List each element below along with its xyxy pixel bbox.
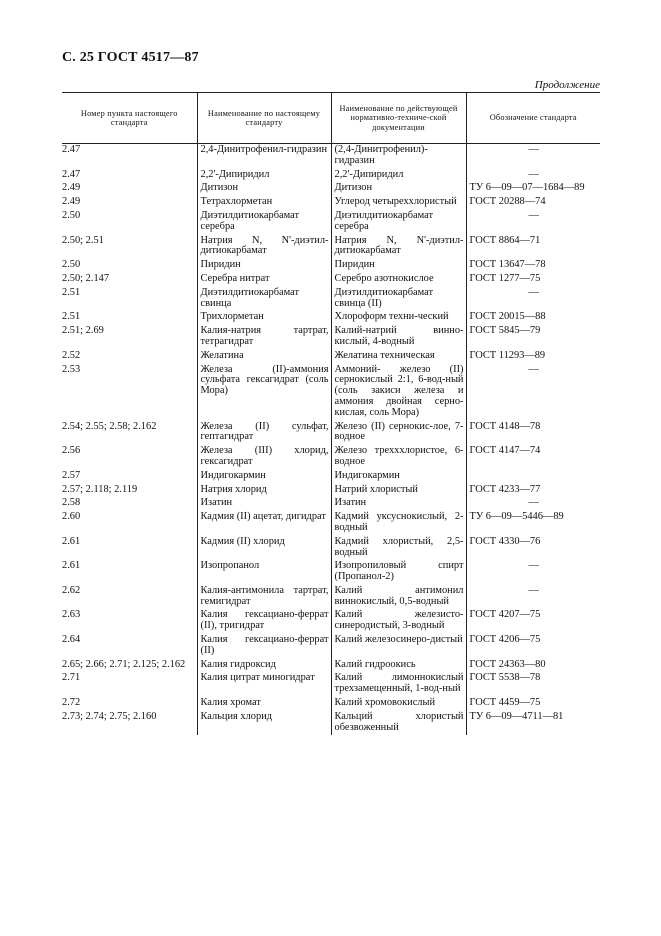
cell-name-this-standard: Тетрахлорметан xyxy=(197,196,331,210)
table-row xyxy=(62,560,600,585)
cell-clause-number: 2.50 xyxy=(62,209,81,221)
cell-clause-number: 2.51 xyxy=(62,311,81,323)
cell-clause-number: 2.57 xyxy=(62,469,81,481)
cell-name-this-standard: Изатин xyxy=(197,497,331,511)
cell-name-current-docs: Аммоний- железо (II) сернокислый 2:1, 6-вод-ный (соль закиси железа и аммония двойная серно-кислая, соль Мора) xyxy=(331,364,466,421)
cell-name-current-docs: Индигокармин xyxy=(331,470,466,484)
cell-standard-designation: ГОСТ 4207—75 xyxy=(466,609,600,634)
header-name-current-docs: Наименование по действующей нормативно-техниче-ской документации xyxy=(331,93,466,144)
cell-standard-designation: ГОСТ 11293—89 xyxy=(466,350,600,364)
table-row xyxy=(62,609,600,634)
header-name-this-standard: Наименование по настоящему стандарту xyxy=(197,93,331,144)
cell-clause-number: 2.60 xyxy=(62,511,81,523)
cell-clause-number: 2.51; 2.69 xyxy=(62,325,104,337)
cell-name-this-standard: 2,2'-Дипиридил xyxy=(197,169,331,183)
cell-standard-designation: ГОСТ 4147—74 xyxy=(466,445,600,470)
page-header: С. 25 ГОСТ 4517—87 xyxy=(62,50,199,65)
cell-standard-designation: — xyxy=(466,144,600,169)
cell-name-this-standard: Трихлорметан xyxy=(197,311,331,325)
cell-standard-designation: ГОСТ 13647—78 xyxy=(466,259,600,273)
continuation-label: Продолжение xyxy=(534,79,600,91)
cell-name-this-standard: Диэтилдитиокарбамат свинца xyxy=(197,287,331,312)
cell-name-current-docs: Кальций хлористый обезвоженный xyxy=(331,711,466,736)
table-row xyxy=(62,196,600,210)
cell-name-current-docs: Калий железисто-синеродистый, 3-водный xyxy=(331,609,466,634)
table-row xyxy=(62,169,600,183)
cell-name-this-standard: 2,4-Динитрофенил-гидразин xyxy=(197,144,331,169)
header-clause-number: Номер пункта настоящего стандарта xyxy=(62,93,197,144)
cell-name-current-docs: Диэтилдитиокарбамат свинца (II) xyxy=(331,287,466,312)
table-row xyxy=(62,470,600,484)
cell-name-current-docs: Дитизон xyxy=(331,182,466,196)
cell-standard-designation: ГОСТ 4459—75 xyxy=(466,697,600,711)
cell-clause-number: 2.50 xyxy=(62,259,81,271)
cell-clause-number: 2.50; 2.51 xyxy=(62,234,104,246)
cell-name-this-standard: Натрия N, N'-диэтил-дитиокарбамат xyxy=(197,235,331,260)
table-row xyxy=(62,445,600,470)
table-row xyxy=(62,311,600,325)
cell-standard-designation: ТУ 6—09—5446—89 xyxy=(466,511,600,536)
cell-clause-number: 2.47 xyxy=(62,144,81,155)
cell-name-current-docs: Натрия N, N'-диэтил-дитиокарбамат xyxy=(331,235,466,260)
cell-standard-designation: ТУ 6—09—07—1684—89 xyxy=(466,182,600,196)
cell-name-this-standard: Изопропанол xyxy=(197,560,331,585)
table-row xyxy=(62,497,600,511)
cell-name-current-docs: Пиридин xyxy=(331,259,466,273)
cell-standard-designation: — xyxy=(466,585,600,610)
cell-name-this-standard: Железа (III) хлорид, гексагидрат xyxy=(197,445,331,470)
cell-name-current-docs: Хлороформ техни-ческий xyxy=(331,311,466,325)
table-row xyxy=(62,287,600,312)
cell-clause-number: 2.72 xyxy=(62,697,81,709)
cell-standard-designation: — xyxy=(466,169,600,183)
cell-standard-designation: — xyxy=(466,364,600,421)
cell-clause-number: 2.57; 2.118; 2.119 xyxy=(62,483,138,495)
cell-name-this-standard: Пиридин xyxy=(197,259,331,273)
cell-standard-designation: ГОСТ 1277—75 xyxy=(466,273,600,287)
cell-clause-number: 2.71 xyxy=(62,672,81,684)
cell-name-current-docs: Серебро азотнокислое xyxy=(331,273,466,287)
table-header-row xyxy=(62,93,600,144)
cell-name-current-docs: Углерод четыреххлористый xyxy=(331,196,466,210)
cell-standard-designation: ГОСТ 24363—80 xyxy=(466,659,600,673)
table-row xyxy=(62,210,600,235)
header-standard-designation: Обозначение стандарта xyxy=(466,93,600,144)
table-row xyxy=(62,672,600,697)
cell-standard-designation xyxy=(466,470,600,484)
table-row xyxy=(62,273,600,287)
cell-name-current-docs: Изопропиловый спирт (Пропанол-2) xyxy=(331,560,466,585)
table-row xyxy=(62,364,600,421)
cell-name-this-standard: Железа (II) сульфат, гептагидрат xyxy=(197,421,331,446)
cell-name-current-docs: Калий антимонил виннокислый, 0,5-водный xyxy=(331,585,466,610)
cell-standard-designation: — xyxy=(466,210,600,235)
cell-clause-number: 2.53 xyxy=(62,363,81,375)
cell-clause-number: 2.47 xyxy=(62,168,81,180)
cell-clause-number: 2.49 xyxy=(62,182,81,194)
cell-name-this-standard: Индигокармин xyxy=(197,470,331,484)
cell-name-current-docs: Железо трехххлористое, 6-водное xyxy=(331,445,466,470)
table-row xyxy=(62,325,600,350)
cell-name-this-standard: Калия гексациано-феррат (II) xyxy=(197,634,331,659)
cell-clause-number: 2.49 xyxy=(62,196,81,208)
table-row xyxy=(62,144,600,169)
cell-standard-designation: ГОСТ 4233—77 xyxy=(466,484,600,498)
cell-standard-designation: ГОСТ 4206—75 xyxy=(466,634,600,659)
cell-clause-number: 2.58 xyxy=(62,497,81,509)
cell-clause-number: 2.61 xyxy=(62,560,81,572)
cell-name-this-standard: Калия-антимонила тартрат, гемигидрат xyxy=(197,585,331,610)
cell-name-this-standard: Кадмия (II) хлорид xyxy=(197,536,331,561)
cell-clause-number: 2.73; 2.74; 2.75; 2.160 xyxy=(62,710,157,722)
cell-name-this-standard: Желатина xyxy=(197,350,331,364)
cell-standard-designation: ТУ 6—09—4711—81 xyxy=(466,711,600,736)
cell-name-this-standard: Серебра нитрат xyxy=(197,273,331,287)
cell-name-current-docs: Калий гидроокись xyxy=(331,659,466,673)
cell-name-this-standard: Калия-натрия тартрат, тетрагидрат xyxy=(197,325,331,350)
cell-name-this-standard: Кальция хлорид xyxy=(197,711,331,736)
cell-name-current-docs: Кадмий уксуснокислый, 2-водный xyxy=(331,511,466,536)
cell-name-current-docs: Кадмий хлористый, 2,5-водный xyxy=(331,536,466,561)
cell-name-current-docs: Калий лимоннокислый трехзамещенный, 1-вод-ный xyxy=(331,672,466,697)
cell-name-this-standard: Натрия хлорид xyxy=(197,484,331,498)
table-row xyxy=(62,659,600,673)
cell-name-this-standard: Кадмия (II) ацетат, дигидрат xyxy=(197,511,331,536)
cell-standard-designation: ГОСТ 5538—78 xyxy=(466,672,600,697)
cell-clause-number: 2.50; 2.147 xyxy=(62,272,110,284)
cell-standard-designation: ГОСТ 4330—76 xyxy=(466,536,600,561)
standards-table xyxy=(62,92,600,735)
table-row xyxy=(62,235,600,260)
cell-name-this-standard: Диэтилдитиокарбамат серебра xyxy=(197,210,331,235)
cell-name-current-docs: Калий-натрий винно-кислый, 4-водный xyxy=(331,325,466,350)
cell-name-current-docs: Диэтилдитиокарбамат серебра xyxy=(331,210,466,235)
table-row xyxy=(62,421,600,446)
table-row xyxy=(62,536,600,561)
cell-clause-number: 2.65; 2.66; 2.71; 2.125; 2.162 xyxy=(62,658,186,670)
cell-standard-designation: ГОСТ 20288—74 xyxy=(466,196,600,210)
cell-name-current-docs: Калий железосинеро-дистый xyxy=(331,634,466,659)
cell-clause-number: 2.51 xyxy=(62,286,81,298)
cell-name-this-standard: Калия хромат xyxy=(197,697,331,711)
cell-standard-designation: ГОСТ 20015—88 xyxy=(466,311,600,325)
cell-name-this-standard: Калия гидроксид xyxy=(197,659,331,673)
cell-standard-designation: — xyxy=(466,287,600,312)
cell-name-this-standard: Дитизон xyxy=(197,182,331,196)
cell-standard-designation: ГОСТ 5845—79 xyxy=(466,325,600,350)
cell-clause-number: 2.54; 2.55; 2.58; 2.162 xyxy=(62,420,157,432)
cell-standard-designation: ГОСТ 8864—71 xyxy=(466,235,600,260)
table-row xyxy=(62,259,600,273)
table-row xyxy=(62,634,600,659)
cell-name-this-standard: Калия гексациано-феррат (II), тригидрат xyxy=(197,609,331,634)
cell-clause-number: 2.56 xyxy=(62,445,81,457)
table-row xyxy=(62,585,600,610)
cell-name-current-docs: 2,2'-Дипиридил xyxy=(331,169,466,183)
cell-name-current-docs: Натрий хлористый xyxy=(331,484,466,498)
cell-name-current-docs: Железо (II) сернокис-лое, 7-водное xyxy=(331,421,466,446)
cell-clause-number: 2.64 xyxy=(62,634,81,646)
cell-clause-number: 2.52 xyxy=(62,349,81,361)
cell-standard-designation: — xyxy=(466,497,600,511)
cell-name-current-docs: Желатина техническая xyxy=(331,350,466,364)
table-row xyxy=(62,711,600,736)
cell-clause-number: 2.63 xyxy=(62,609,81,621)
table-row xyxy=(62,350,600,364)
table-row xyxy=(62,484,600,498)
table-row xyxy=(62,697,600,711)
table-row xyxy=(62,182,600,196)
cell-name-this-standard: Калия цитрат миногидрат xyxy=(197,672,331,697)
cell-name-current-docs: Изатин xyxy=(331,497,466,511)
cell-standard-designation: ГОСТ 4148—78 xyxy=(466,421,600,446)
table-row xyxy=(62,511,600,536)
cell-clause-number: 2.61 xyxy=(62,535,81,547)
cell-standard-designation: — xyxy=(466,560,600,585)
cell-name-this-standard: Железа (II)-аммония сульфата гексагидрат (соль Мора) xyxy=(197,364,331,421)
cell-name-current-docs: (2,4-Динитрофенил)-гидразин xyxy=(331,144,466,169)
cell-name-current-docs: Калий хромовокислый xyxy=(331,697,466,711)
cell-clause-number: 2.62 xyxy=(62,584,81,596)
